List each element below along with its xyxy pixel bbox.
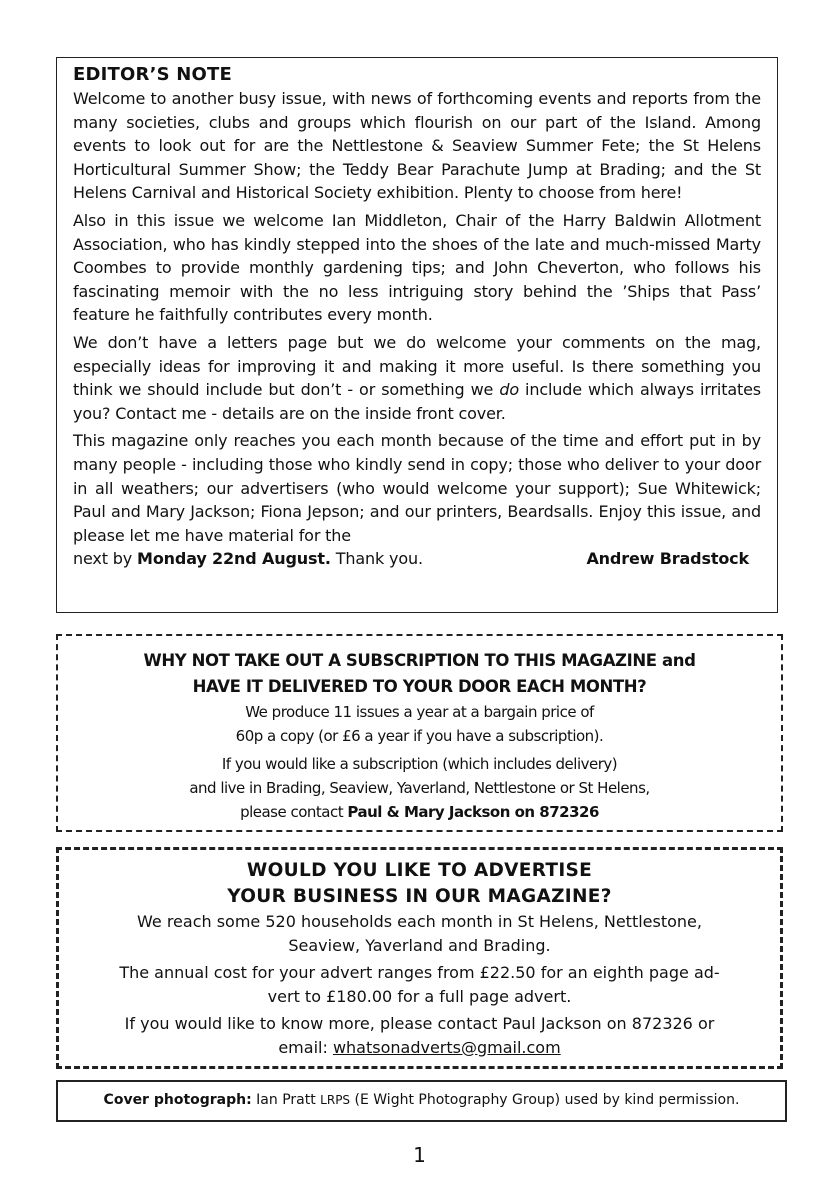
- advertise-box: [56, 847, 783, 1069]
- paragraph-3-text-a: We don’t have a letters page but we do welcome your comments on the mag, especially ideas for improving it and making it more useful. Is there something you think we should include but don’t - or something we: [73, 332, 761, 400]
- advertise-line-2: Seaview, Yaverland and Brading.: [288, 935, 551, 955]
- advertise-email-line: [59, 1036, 780, 1060]
- subscription-contact-name: Paul & Mary Jackson on 872326: [347, 803, 599, 821]
- subscription-line-1: We produce 11 issues a year at a bargain price of: [245, 703, 594, 721]
- advertise-line-4: vert to £180.00 for a full page advert.: [267, 986, 572, 1006]
- editors-note-paragraph-4: This magazine only reaches you each month because of the time and effort put in by many people - including those who kindly send in copy; those who deliver to your door in all weathers; our advertisers (who would welcome your support); Sue Whitewick; Paul and Mary Jackson; Fiona Jepson; and our printers, Beardsalls. Enjoy this issue, and please let me have material for the: [73, 431, 761, 545]
- cover-credit-credential: LRPS: [320, 1093, 351, 1107]
- subscription-line-4: and live in Brading, Seaview, Yaverland, Nettlestone or St Helens,: [189, 779, 650, 797]
- advertise-email-link[interactable]: whatsonadverts@gmail.com: [332, 1037, 561, 1057]
- cover-credit-rest: (E Wight Photography Group) used by kind permission.: [350, 1092, 740, 1108]
- advertise-line-1: We reach some 520 households each month in St Helens, Nettlestone,: [137, 912, 702, 931]
- editors-note-paragraph-1: Welcome to another busy issue, with news of forthcoming events and reports from the many societies, clubs and groups which flourish on our part of the Island. Among events to look out for are the Nettlestone & Seaview Summer Fete; the St Helens Horticultural Summer Show; the Teddy Bear Parachute Jump at Brading; and the St Helens Carnival and Historical Society exhibition. Plenty to choose from here!: [73, 89, 761, 203]
- editors-note-box: [56, 57, 778, 613]
- subscription-heading-1: WHY NOT TAKE OUT A SUBSCRIPTION TO THIS MAGAZINE and: [143, 651, 696, 670]
- page-number: 1: [413, 1143, 426, 1167]
- editors-note-paragraph-2: Also in this issue we welcome Ian Middleton, Chair of the Harry Baldwin Allotment Association, who has kindly stepped into the shoes of the late and much-missed Marty Coombes to provide monthly gardening tips; and John Cheverton, who follows his fascinating memoir with the no less intriguing story behind the ’Ships that Pass’ feature he faithfully contributes every month.: [73, 210, 761, 325]
- editors-note-paragraph-3: [73, 331, 761, 425]
- subscription-heading-2: HAVE IT DELIVERED TO YOUR DOOR EACH MONTH?: [192, 677, 647, 696]
- cover-photo-credit: [56, 1080, 787, 1122]
- closing-text-a: next by: [73, 549, 138, 569]
- paragraph-3-text-b: include which always irritates you? Contact me - details are on the inside front cover.: [73, 380, 761, 423]
- closing-text-b: Thank you.: [330, 549, 423, 569]
- subscription-contact-prefix: please contact: [240, 803, 348, 821]
- cover-credit-name: Ian Pratt: [251, 1092, 321, 1108]
- cover-credit-label: Cover photograph:: [103, 1092, 252, 1108]
- deadline-date: Monday 22nd August.: [137, 549, 331, 569]
- advertise-heading-1: WOULD YOU LIKE TO ADVERTISE: [246, 860, 593, 881]
- email-prefix: email:: [278, 1037, 333, 1057]
- subscription-contact: [58, 800, 781, 824]
- editor-signature: Andrew Bradstock: [586, 549, 749, 569]
- advertise-line-5: If you would like to know more, please contact Paul Jackson on 872326 or: [124, 1014, 715, 1033]
- subscription-line-2: 60p a copy (or £6 a year if you have a subscription).: [235, 727, 604, 745]
- editors-note-title: EDITOR’S NOTE: [73, 64, 232, 85]
- subscription-box: [56, 634, 783, 832]
- paragraph-3-emphasis: do: [499, 380, 519, 400]
- subscription-line-3: If you would like a subscription (which includes delivery): [221, 755, 618, 773]
- editors-note-closing-line: [73, 547, 761, 571]
- advertise-line-3: The annual cost for your advert ranges from £22.50 for an eighth page ad-: [119, 963, 720, 982]
- advertise-heading-2: YOUR BUSINESS IN OUR MAGAZINE?: [227, 886, 612, 907]
